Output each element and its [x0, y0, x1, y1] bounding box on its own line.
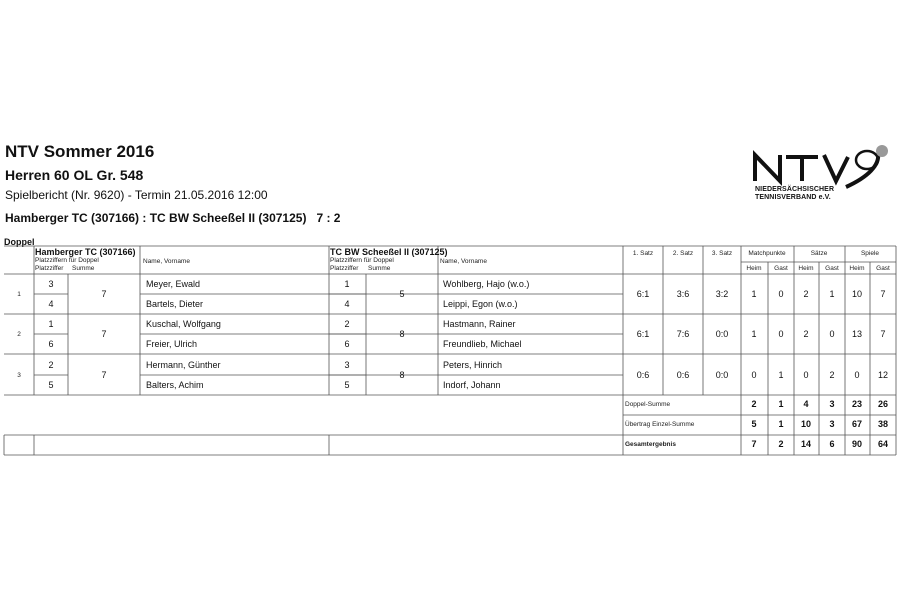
- guest-pz: 3: [344, 360, 350, 370]
- guest-name-label: Name, Vorname: [440, 258, 487, 265]
- spiele-header: Spiele: [860, 250, 880, 257]
- guest-summe-label: Summe: [368, 265, 391, 272]
- spiele-gast: 26: [877, 399, 889, 409]
- home-platz-doppel-label: Platzziffern für Doppel: [35, 257, 99, 264]
- spiele-heim: 13: [851, 329, 863, 339]
- home-player-name: Hermann, Günther: [146, 360, 221, 370]
- row-number: 2: [17, 331, 21, 338]
- report-subtitle: Spielbericht (Nr. 9620) - Termin 21.05.2016 12:00: [5, 188, 268, 202]
- spiele-heim: 67: [851, 419, 863, 429]
- spiele-heim: 10: [851, 289, 863, 299]
- saetze-gast: 3: [829, 419, 835, 429]
- home-player-name: Kuschal, Wolfgang: [146, 319, 221, 329]
- saetze-heim: 0: [803, 370, 809, 380]
- set2-header: 2. Satz: [672, 250, 694, 257]
- spiele-gast: 64: [877, 439, 889, 449]
- guest-pz: 5: [344, 380, 350, 390]
- saetze-gast: 2: [829, 370, 835, 380]
- guest-platzziffer-label: Platzziffer: [330, 265, 359, 272]
- home-pz: 2: [48, 360, 54, 370]
- league-title: Herren 60 OL Gr. 548: [5, 167, 144, 183]
- guest-sum: 8: [399, 370, 405, 380]
- spiele-gast: 38: [877, 419, 889, 429]
- home-sum: 7: [101, 370, 107, 380]
- totals-label: Übertrag Einzel-Summe: [625, 421, 695, 428]
- saetze-gast: 1: [829, 289, 835, 299]
- guest-pz: 6: [344, 339, 350, 349]
- guest-player-name: Hastmann, Rainer: [443, 319, 516, 329]
- saetze-header: Sätze: [810, 250, 828, 257]
- spiele-gast: 7: [880, 289, 886, 299]
- set1-score: 0:6: [636, 370, 650, 380]
- mp-heim: 0: [751, 370, 757, 380]
- set1-score: 6:1: [636, 289, 650, 299]
- home-summe-label: Summe: [72, 265, 95, 272]
- set2-score: 0:6: [676, 370, 690, 380]
- mp-gast-header: Gast: [774, 265, 788, 272]
- guest-sum: 5: [399, 289, 405, 299]
- mp-gast: 0: [778, 329, 784, 339]
- guest-player-name: Peters, Hinrich: [443, 360, 503, 370]
- home-platzziffer-label: Platzziffer: [35, 265, 64, 272]
- set1-header: 1. Satz: [632, 250, 654, 257]
- logo-line2: TENNISVERBAND e.V.: [755, 194, 831, 201]
- spiele-heim: 23: [851, 399, 863, 409]
- guest-player-name: Indorf, Johann: [443, 380, 501, 390]
- guest-pz: 2: [344, 319, 350, 329]
- spiele-gast: 12: [877, 370, 889, 380]
- spiele-heim-header: Heim: [849, 265, 865, 272]
- set3-score: 3:2: [715, 289, 729, 299]
- set2-score: 7:6: [676, 329, 690, 339]
- guest-pz: 1: [344, 279, 350, 289]
- home-pz: 5: [48, 380, 54, 390]
- mp-gast: 1: [778, 419, 784, 429]
- set3-score: 0:0: [715, 370, 729, 380]
- matchpunkte-header: Matchpunkte: [748, 250, 786, 257]
- guest-team-header: TC BW Scheeßel II (307125): [330, 247, 448, 257]
- saetze-gast: 3: [829, 399, 835, 409]
- home-player-name: Freier, Ulrich: [146, 339, 198, 349]
- guest-sum: 8: [399, 329, 405, 339]
- saetze-heim: 4: [803, 399, 809, 409]
- saetze-heim: 14: [800, 439, 812, 449]
- guest-player-name: Freundlieb, Michael: [443, 339, 522, 349]
- home-pz: 4: [48, 299, 54, 309]
- logo-line1: NIEDERSÄCHSISCHER: [755, 186, 835, 193]
- home-player-name: Balters, Achim: [146, 380, 204, 390]
- home-sum: 7: [101, 289, 107, 299]
- saetze-gast-header: Gast: [825, 265, 839, 272]
- totals-label: Gesamtergebnis: [625, 441, 676, 448]
- set2-score: 3:6: [676, 289, 690, 299]
- mp-heim: 2: [751, 399, 757, 409]
- mp-heim: 7: [751, 439, 757, 449]
- saetze-heim-header: Heim: [798, 265, 814, 272]
- set1-score: 6:1: [636, 329, 650, 339]
- saetze-heim: 10: [800, 419, 812, 429]
- mp-gast: 0: [778, 289, 784, 299]
- spiele-heim: 90: [851, 439, 863, 449]
- totals-label: Doppel-Summe: [625, 401, 671, 408]
- section-title-doppel: Doppel: [4, 237, 35, 247]
- set3-score: 0:0: [715, 329, 729, 339]
- report-title: NTV Sommer 2016: [5, 142, 155, 161]
- mp-heim: 1: [751, 329, 757, 339]
- spiele-gast: 7: [880, 329, 886, 339]
- home-pz: 6: [48, 339, 54, 349]
- saetze-gast: 0: [829, 329, 835, 339]
- spiele-gast-header: Gast: [876, 265, 890, 272]
- home-team-header: Hamberger TC (307166): [35, 247, 136, 257]
- match-result: Hamberger TC (307166) : TC BW Scheeßel II (307125) 7 : 2: [5, 211, 341, 225]
- mp-gast: 1: [778, 399, 784, 409]
- guest-platz-doppel-label: Platzziffern für Doppel: [330, 257, 394, 264]
- mp-heim-header: Heim: [746, 265, 762, 272]
- row-number: 3: [17, 372, 21, 379]
- home-player-name: Bartels, Dieter: [146, 299, 204, 309]
- mp-heim: 1: [751, 289, 757, 299]
- mp-gast: 2: [778, 439, 784, 449]
- saetze-heim: 2: [803, 289, 809, 299]
- spiele-heim: 0: [854, 370, 860, 380]
- home-pz: 3: [48, 279, 54, 289]
- mp-heim: 5: [751, 419, 757, 429]
- guest-player-name: Wohlberg, Hajo (w.o.): [443, 279, 530, 289]
- saetze-gast: 6: [829, 439, 835, 449]
- home-name-label: Name, Vorname: [143, 258, 190, 265]
- mp-gast: 1: [778, 370, 784, 380]
- row-number: 1: [17, 291, 21, 298]
- guest-player-name: Leippi, Egon (w.o.): [443, 299, 518, 309]
- guest-pz: 4: [344, 299, 350, 309]
- set3-header: 3. Satz: [711, 250, 733, 257]
- home-sum: 7: [101, 329, 107, 339]
- home-player-name: Meyer, Ewald: [146, 279, 201, 289]
- home-pz: 1: [48, 319, 54, 329]
- saetze-heim: 2: [803, 329, 809, 339]
